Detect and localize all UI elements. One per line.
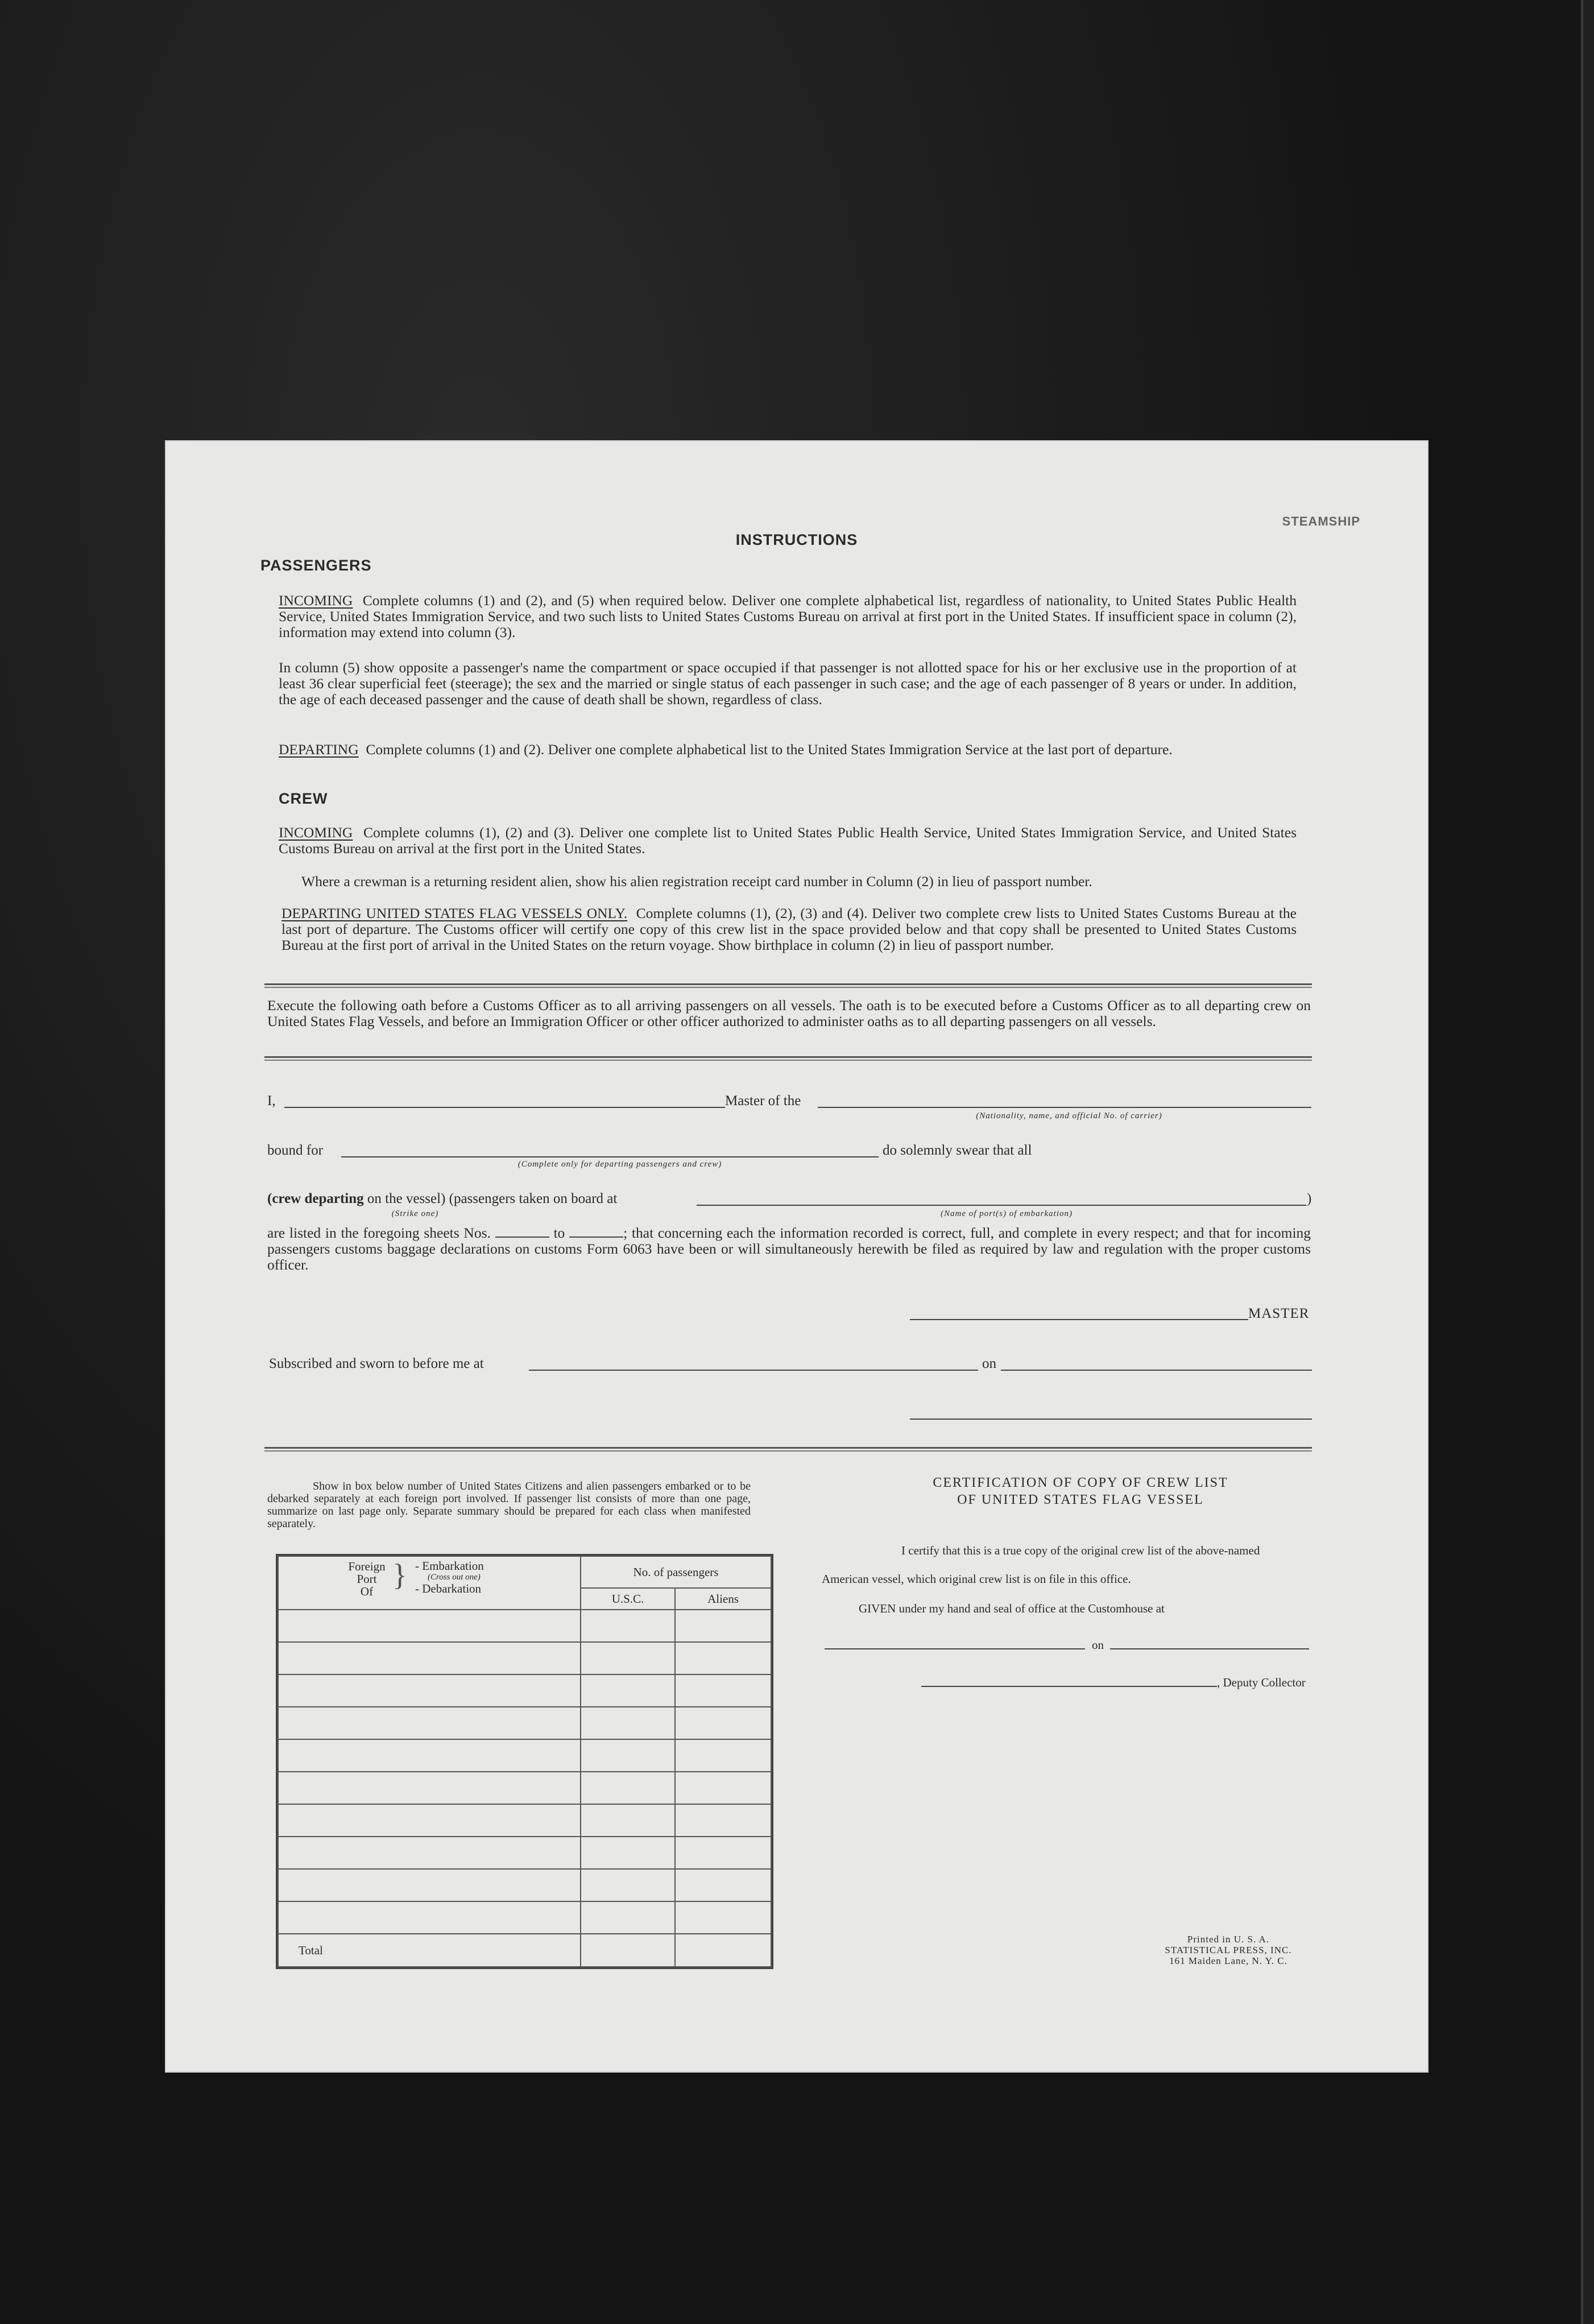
certification-on-label: on: [1092, 1638, 1104, 1652]
carrier-field[interactable]: [818, 1107, 1311, 1108]
deputy-collector-label: , Deputy Collector: [1217, 1676, 1306, 1689]
table-row: [278, 1610, 771, 1642]
total-label: Total: [278, 1934, 581, 1967]
close-paren: ): [1307, 1191, 1312, 1206]
double-rule: [264, 1447, 1312, 1452]
crew-passengers-line: [267, 1191, 617, 1207]
total-aliens-cell[interactable]: [675, 1934, 771, 1967]
certification-heading-line1: CERTIFICATION OF COPY OF CREW LIST: [933, 1475, 1228, 1490]
ports-caption: (Name of port(s) of embarkation): [941, 1209, 1073, 1218]
foreign-port-of-label: [341, 1560, 392, 1598]
master-label: MASTER: [1248, 1306, 1310, 1321]
passenger-summary-box: [276, 1554, 773, 1969]
bound-for-field[interactable]: [341, 1156, 879, 1157]
certification-date-field[interactable]: [1110, 1648, 1309, 1649]
bound-for-caption: (Complete only for departing passengers and crew): [517, 1160, 722, 1169]
total-row: [278, 1934, 771, 1967]
sheet-from-field[interactable]: [495, 1237, 549, 1238]
crew-heading: CREW: [279, 790, 328, 807]
port-label: Port: [357, 1572, 377, 1586]
departing-label: DEPARTING: [279, 741, 359, 758]
column5-paragraph: In column (5) show opposite a passenger's name the compartment or space occupied if that passenger is not allotted space for his or her exclusive use in the proportion of at least 36 clear superficial feet (steerage); the sex and the married or single status of each passenger in such case; and the age of each passenger of 8 years or under. In addition, the age of each deceased passenger and the cause of death shall be shown, regardless of class.: [279, 659, 1297, 708]
passenger-summary-table: [278, 1556, 772, 1967]
passengers-taken-label: (passengers taken on board at: [449, 1191, 618, 1206]
certification-text-2: American vessel, which original crew list is on file in this office.: [822, 1572, 1131, 1586]
departing-us-flag-label: DEPARTING UNITED STATES FLAG VESSELS ONLY.: [281, 905, 628, 921]
double-rule: [264, 983, 1312, 988]
certification-text-1: I certify that this is a true copy of the original crew list of the above-named: [901, 1544, 1260, 1557]
of-label: Of: [360, 1585, 374, 1598]
strike-one-caption: (Strike one): [391, 1209, 439, 1218]
master-signature-field[interactable]: [910, 1319, 1248, 1320]
deputy-signature-field[interactable]: [921, 1686, 1217, 1687]
master-of-the-label: Master of the: [725, 1093, 801, 1109]
summary-note: Show in box below number of United States Citizens and alien passengers embarked or to be debarked separately at each foreign port involved. If passenger list consists of more than one page, summarize on last page only. Separate summary should be prepared for each class when manifested separately.: [267, 1480, 751, 1530]
to-label: to: [553, 1225, 565, 1241]
oath-i-label: I,: [267, 1093, 276, 1109]
table-row: [278, 1642, 771, 1674]
table-row: [278, 1739, 771, 1772]
imprint-line3: 161 Maiden Lane, N. Y. C.: [1169, 1955, 1287, 1966]
embark-debark-options: [415, 1560, 484, 1594]
subscribed-label: Subscribed and sworn to before me at: [269, 1356, 484, 1371]
incoming-text: Complete columns (1) and (2), and (5) when required below. Deliver one complete alphabetical list, regardless of nationality, to United States Public Health Service, United States Immigration Service, and two such lists to United States Customs Bureau on arrival at first port in the United States. If insufficient space in column (2), information may extend into column (3).: [279, 592, 1297, 640]
faded-stamp: STEAMSHIP: [1282, 514, 1360, 528]
master-name-field[interactable]: [284, 1107, 725, 1108]
cross-out-caption: (Cross out one): [428, 1573, 481, 1582]
subscribed-place-field[interactable]: [529, 1370, 978, 1371]
passengers-heading: PASSENGERS: [260, 557, 372, 574]
certification-heading-line2: OF UNITED STATES FLAG VESSEL: [957, 1492, 1204, 1507]
table-row: [278, 1772, 771, 1804]
usc-header: U.S.C.: [581, 1588, 675, 1610]
subscribed-on-label: on: [982, 1356, 996, 1371]
film-edge-strip: [1581, 0, 1594, 2324]
solemnly-swear-text: do solemnly swear that all: [883, 1143, 1032, 1158]
incoming-label: INCOMING: [279, 592, 353, 609]
customhouse-field[interactable]: [825, 1648, 1085, 1649]
crew-incoming-label: INCOMING: [279, 824, 353, 841]
crew-incoming-text: Complete columns (1), (2) and (3). Deliver one complete list to United States Public Health Service, United States Immigration Service, and United States Customs Bureau on arrival at the first port in the United States.: [279, 824, 1297, 857]
subscribed-date-field[interactable]: [1001, 1370, 1312, 1371]
debarkation-option[interactable]: - Debarkation: [415, 1582, 482, 1595]
crewman-paragraph: Where a crewman is a returning resident alien, show his alien registration receipt card number in Column (2) in lieu of passport number.: [301, 873, 1092, 890]
listed-paragraph: [267, 1225, 1311, 1273]
no-of-passengers-header: No. of passengers: [581, 1556, 771, 1588]
printer-imprint: [1143, 1934, 1314, 1966]
total-usc-cell[interactable]: [581, 1934, 675, 1967]
table-row: [278, 1869, 771, 1901]
bound-for-label: bound for: [267, 1143, 323, 1158]
crew-departing-prefix: (crew departing: [267, 1191, 364, 1206]
foreign-label: Foreign: [348, 1560, 386, 1573]
port-header-cell: [278, 1556, 581, 1610]
passengers-incoming-paragraph: [279, 593, 1297, 640]
imprint-line1: Printed in U. S. A.: [1187, 1934, 1270, 1945]
instructions-title: INSTRUCTIONS: [735, 531, 858, 548]
departing-text: Complete columns (1) and (2). Deliver one complete alphabetical list to the United States Immigration Service at the last port of departure.: [366, 741, 1173, 758]
double-rule: [264, 1056, 1312, 1061]
certification-heading: [859, 1474, 1302, 1508]
table-row: [278, 1804, 771, 1837]
passengers-departing-paragraph: [279, 742, 1297, 758]
embarkation-option[interactable]: - Embarkation: [415, 1559, 484, 1573]
table-row: [278, 1707, 771, 1739]
brace-glyph: }: [392, 1558, 407, 1592]
sheet-to-field[interactable]: [569, 1237, 623, 1238]
oath-intro: Execute the following oath before a Customs Officer as to all arriving passengers on all vessels. The oath is to be executed before a Customs Officer as to all departing crew on United States Flag Vessels, and before an Immigration Officer or other officer authorized to administer oaths as to all departing passengers on all vessels.: [267, 997, 1311, 1029]
officer-signature-field[interactable]: [910, 1419, 1312, 1420]
aliens-header: Aliens: [675, 1588, 771, 1610]
table-row: [278, 1674, 771, 1707]
crew-departing-mid: on the vessel): [367, 1191, 446, 1206]
document-page: [165, 440, 1429, 2073]
embarkation-ports-field[interactable]: [697, 1205, 1306, 1206]
certification-given: GIVEN under my hand and seal of office at the Customhouse at: [859, 1602, 1165, 1615]
table-row: [278, 1837, 771, 1869]
listed-text: ; that concerning each the information recorded is correct, full, and complete in every respect; and that for incoming passengers customs baggage declarations on customs Form 6063 have been or will simultaneously herewith be filed as required by law and regulation with the proper customs officer.: [267, 1225, 1311, 1273]
departing-us-flag-text: Complete columns (1), (2), (3) and (4). Deliver two complete crew lists to United States Customs Bureau at the last port of departure. The Customs officer will certify one copy of this crew list in the space provided below and that copy shall be presented to United States Customs Bureau at the first port of arrival in the United States on the return voyage. Show birthplace in column (2) in lieu of passport number.: [281, 905, 1297, 953]
listed-prefix: are listed in the foregoing sheets Nos.: [267, 1225, 491, 1241]
departing-us-flag-paragraph: [281, 905, 1297, 953]
imprint-line2: STATISTICAL PRESS, INC.: [1165, 1945, 1292, 1955]
carrier-caption: (Nationality, name, and official No. of carrier): [976, 1111, 1162, 1120]
crew-incoming-paragraph: [279, 825, 1297, 857]
table-row: [278, 1901, 771, 1934]
